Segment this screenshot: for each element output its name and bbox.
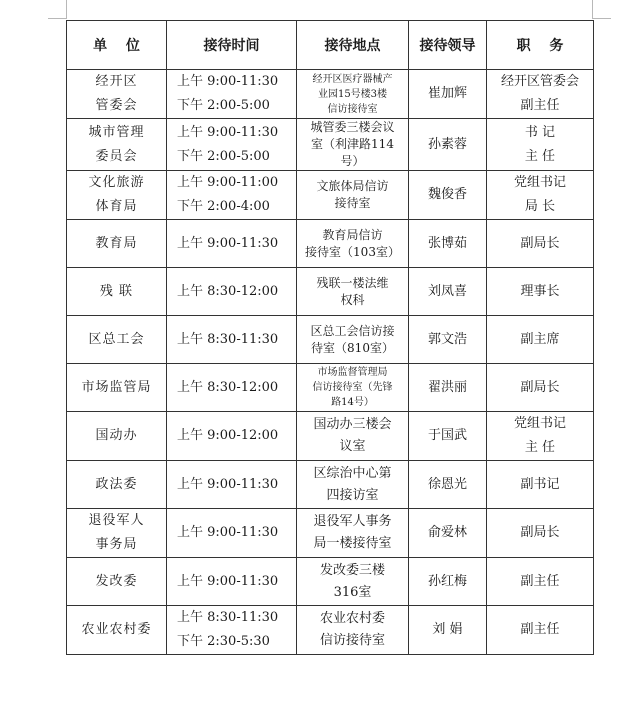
title-cell xyxy=(487,412,594,461)
time-cell xyxy=(167,461,297,509)
location-cell-line: 信访接待室 xyxy=(327,103,378,115)
location-cell xyxy=(297,70,409,119)
title-cell-line: 副主任 xyxy=(520,622,560,637)
title-cell xyxy=(487,70,594,119)
table-row xyxy=(67,70,594,119)
leader-cell: 刘 娟 xyxy=(409,606,487,655)
unit-cell-line: 农业农村委 xyxy=(81,622,152,637)
unit-cell xyxy=(67,220,167,268)
leader-cell: 徐恩光 xyxy=(409,461,487,509)
location-cell xyxy=(297,364,409,412)
reception-schedule-table xyxy=(66,20,594,655)
title-cell-line: 副局长 xyxy=(520,235,560,251)
header-unit: 单 位 xyxy=(67,21,167,70)
title-cell-line: 副主席 xyxy=(520,331,560,347)
unit-cell xyxy=(67,558,167,606)
header-time: 接待时间 xyxy=(167,21,297,70)
unit-cell-line: 区总工会 xyxy=(88,331,145,347)
location-cell-line: 经开区医疗器械产 xyxy=(312,73,393,85)
location-cell xyxy=(297,558,409,606)
table-header xyxy=(67,21,594,70)
table-row xyxy=(67,171,594,220)
table-body xyxy=(67,70,594,655)
time-cell xyxy=(167,606,297,655)
unit-cell-line: 市场监管局 xyxy=(81,379,152,395)
time-cell xyxy=(167,268,297,316)
location-cell-line: 权科 xyxy=(340,292,365,307)
title-cell-line: 副书记 xyxy=(520,476,560,492)
time-cell-line: 上午 9:00-11:30 xyxy=(177,476,279,492)
title-cell-line: 书 记 xyxy=(524,124,556,140)
location-cell-line: 农业农村委 xyxy=(319,611,385,626)
table-row xyxy=(67,316,594,364)
table-row xyxy=(67,364,594,412)
time-cell-line: 上午 9:00-11:30 xyxy=(177,525,279,540)
title-cell xyxy=(487,461,594,509)
unit-cell-line: 发改委 xyxy=(95,573,138,589)
title-cell-line: 副局长 xyxy=(520,379,560,395)
location-cell xyxy=(297,171,409,220)
time-cell-line: 上午 8:30-11:30 xyxy=(177,331,279,347)
leader-cell: 俞爱林 xyxy=(409,509,487,558)
location-cell-line: 316室 xyxy=(333,584,372,600)
table-row xyxy=(67,606,594,655)
unit-cell xyxy=(67,364,167,412)
location-cell-line: 区总工会信访接 xyxy=(310,323,395,338)
time-cell xyxy=(167,171,297,220)
title-cell xyxy=(487,316,594,364)
location-cell-line: 待室（810室） xyxy=(311,340,394,355)
location-cell-line: 发改委三楼 xyxy=(319,562,385,578)
unit-cell-line: 委员会 xyxy=(95,148,138,164)
location-cell-line: 议室 xyxy=(339,439,366,454)
leader-cell: 孙红梅 xyxy=(409,558,487,606)
leader-cell: 刘凤喜 xyxy=(409,268,487,316)
title-cell xyxy=(487,119,594,171)
location-cell-line: 局一楼接待室 xyxy=(313,536,392,551)
unit-cell-line: 退役军人 xyxy=(88,513,145,528)
unit-cell xyxy=(67,461,167,509)
time-cell-line: 上午 9:00-12:00 xyxy=(177,428,279,443)
leader-cell: 郭文浩 xyxy=(409,316,487,364)
location-cell xyxy=(297,316,409,364)
unit-cell-line: 城市管理 xyxy=(88,124,145,140)
unit-cell-line: 教育局 xyxy=(95,235,138,251)
unit-cell-line: 管委会 xyxy=(95,98,138,113)
unit-cell xyxy=(67,119,167,171)
leader-cell: 张博茹 xyxy=(409,220,487,268)
location-cell xyxy=(297,220,409,268)
time-cell-line: 上午 8:30-12:00 xyxy=(177,379,279,395)
time-cell-line: 上午 9:00-11:00 xyxy=(177,175,279,190)
leader-cell: 魏俊香 xyxy=(409,171,487,220)
time-cell xyxy=(167,220,297,268)
location-cell-line: 国动办三楼会 xyxy=(313,417,392,432)
location-cell-line: 信访接待室（先锋 xyxy=(312,382,393,393)
title-cell-line: 理事长 xyxy=(520,283,560,299)
table-row xyxy=(67,119,594,171)
unit-cell-line: 国动办 xyxy=(95,428,138,443)
location-cell-line: 区综治中心第 xyxy=(313,465,392,481)
table-row xyxy=(67,268,594,316)
location-cell-line: 城管委三楼会议 xyxy=(310,120,395,134)
title-cell-line: 主 任 xyxy=(524,148,556,164)
crop-mark-left xyxy=(48,0,67,19)
title-cell xyxy=(487,558,594,606)
leader-cell: 孙素蓉 xyxy=(409,119,487,171)
time-cell-line: 上午 9:00-11:30 xyxy=(177,74,279,89)
table-row xyxy=(67,412,594,461)
header-leader: 接待领导 xyxy=(409,21,487,70)
unit-cell xyxy=(67,509,167,558)
title-cell-line: 副主任 xyxy=(520,98,560,113)
location-cell-line: 号） xyxy=(340,154,365,168)
time-cell-line: 下午 2:00-5:00 xyxy=(177,98,270,113)
time-cell xyxy=(167,70,297,119)
location-cell-line: 接待室（103室） xyxy=(305,244,400,259)
table-row xyxy=(67,509,594,558)
title-cell xyxy=(487,268,594,316)
unit-cell-line: 经开区 xyxy=(95,74,138,89)
title-cell xyxy=(487,364,594,412)
table-row xyxy=(67,558,594,606)
title-cell-line: 党组书记 xyxy=(513,175,566,190)
unit-cell-line: 文化旅游 xyxy=(88,175,145,190)
unit-cell xyxy=(67,412,167,461)
title-cell-line: 主 任 xyxy=(524,440,556,455)
time-cell xyxy=(167,509,297,558)
leader-cell: 翟洪丽 xyxy=(409,364,487,412)
time-cell-line: 上午 9:00-11:30 xyxy=(177,124,279,140)
title-cell xyxy=(487,509,594,558)
location-cell-line: 业园15号楼3楼 xyxy=(317,88,388,100)
location-cell-line: 路14号） xyxy=(331,397,374,408)
location-cell-line: 文旅体局信访 xyxy=(316,179,389,193)
time-cell-line: 上午 8:30-12:00 xyxy=(177,283,279,299)
location-cell-line: 接待室 xyxy=(334,196,371,210)
unit-cell-line: 体育局 xyxy=(95,199,138,214)
time-cell xyxy=(167,558,297,606)
title-cell-line: 副局长 xyxy=(520,525,560,540)
location-cell-line: 信访接待室 xyxy=(319,633,385,648)
location-cell-line: 室（利津路114 xyxy=(311,137,394,151)
unit-cell xyxy=(67,606,167,655)
unit-cell-line: 事务局 xyxy=(95,537,138,552)
location-cell xyxy=(297,119,409,171)
unit-cell xyxy=(67,316,167,364)
title-cell xyxy=(487,606,594,655)
time-cell xyxy=(167,316,297,364)
time-cell-line: 上午 8:30-11:30 xyxy=(177,610,279,625)
header-location: 接待地点 xyxy=(297,21,409,70)
title-cell xyxy=(487,171,594,220)
title-cell-line: 经开区管委会 xyxy=(500,74,579,89)
location-cell xyxy=(297,461,409,509)
time-cell xyxy=(167,412,297,461)
header-title: 职 务 xyxy=(487,21,594,70)
location-cell-line: 退役军人事务 xyxy=(313,514,392,529)
table-row xyxy=(67,220,594,268)
time-cell xyxy=(167,364,297,412)
unit-cell-line: 政法委 xyxy=(95,476,138,492)
time-cell-line: 下午 2:30-5:30 xyxy=(177,634,270,649)
time-cell-line: 下午 2:00-4:00 xyxy=(177,199,270,214)
title-cell-line: 副主任 xyxy=(520,573,560,589)
location-cell-line: 残联一楼法维 xyxy=(316,275,389,290)
leader-cell: 崔加辉 xyxy=(409,70,487,119)
location-cell xyxy=(297,606,409,655)
unit-cell xyxy=(67,70,167,119)
time-cell-line: 下午 2:00-5:00 xyxy=(177,148,270,164)
location-cell-line: 教育局信访 xyxy=(322,227,383,242)
unit-cell xyxy=(67,171,167,220)
leader-cell: 于国武 xyxy=(409,412,487,461)
title-cell-line: 局 长 xyxy=(524,199,556,214)
unit-cell xyxy=(67,268,167,316)
time-cell-line: 上午 9:00-11:30 xyxy=(177,235,279,251)
time-cell-line: 上午 9:00-11:30 xyxy=(177,573,279,589)
title-cell-line: 党组书记 xyxy=(513,416,566,431)
unit-cell-line: 残 联 xyxy=(99,283,134,299)
location-cell xyxy=(297,268,409,316)
crop-mark-right xyxy=(592,0,611,19)
location-cell xyxy=(297,509,409,558)
location-cell xyxy=(297,412,409,461)
location-cell-line: 市场监督管理局 xyxy=(317,367,388,378)
time-cell xyxy=(167,119,297,171)
table-row xyxy=(67,461,594,509)
location-cell-line: 四接访室 xyxy=(326,487,379,503)
title-cell xyxy=(487,220,594,268)
